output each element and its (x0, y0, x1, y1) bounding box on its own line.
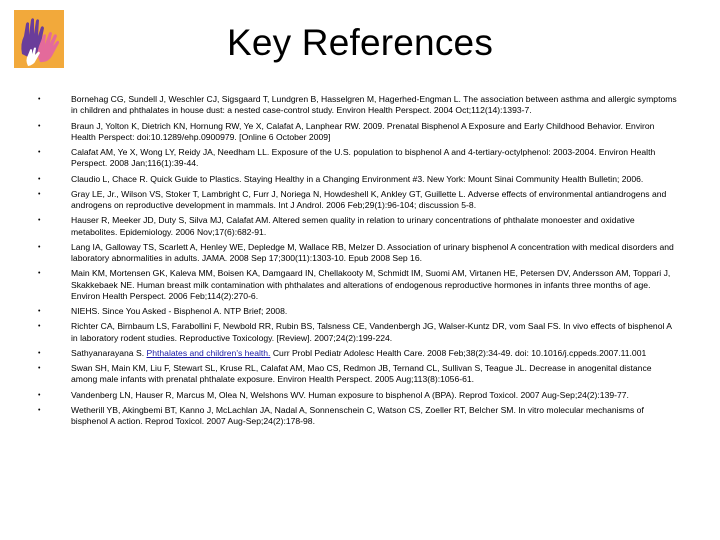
bullet: • (38, 149, 41, 156)
bullet: • (38, 243, 41, 251)
reference-text-post: Curr Probl Pediatr Adolesc Health Care. 2008 Feb;38(2):34-49. doi: 10.1016/j.cppeds.2007.11.001 (270, 347, 647, 358)
bullet: • (38, 122, 41, 130)
list-item (38, 390, 678, 401)
list-item (38, 94, 678, 116)
reference-text: Claudio L, Chace R. Quick Guide to Plastics. Staying Healthy in a Changing Environment #3. New York: Mount Sinai Community Health Bulletin; 2006. (71, 173, 644, 184)
list-item (38, 306, 678, 317)
list-item (38, 147, 678, 169)
list-item (38, 242, 678, 264)
reference-text: Vandenberg LN, Hauser R, Marcus M, Olea N, Welshons WV. Human exposure to bisphenol A (BPA). Reprod Toxicol. 2007 Aug-Sep;24(2):139-77. (71, 389, 629, 400)
bullet: • (38, 96, 41, 103)
reference-text: Hauser R, Meeker JD, Duty S, Silva MJ, Calafat AM. Altered semen quality in relation to urinary concentrations of phthalate monoester and oxidative metabolites. Epidemiology. 2006 Nov;17(6):682-91. (71, 215, 635, 237)
reference-text: Richter CA, Birnbaum LS, Farabollini F, Newbold RR, Rubin BS, Talsness CE, Vandenbergh JG, Walser-Kuntz DR, vom Saal FS. In vivo effects of bisphenol A in laboratory rodent studies. Reproductive Toxicology. [Review]. 2007;24(2):199-224. (71, 321, 672, 343)
list-item (38, 121, 678, 143)
list-item (38, 405, 678, 427)
bullet: • (38, 270, 41, 278)
reference-text: Lang IA, Galloway TS, Scarlett A, Henley WE, Depledge M, Wallace RB, Melzer D. Association of urinary bisphenol A concentration with medical disorders and laboratory abnormalities in adults. JAMA. 2008 Sep 17;300(11):1303-10. Epub 2008 Sep 16. (71, 241, 674, 263)
reference-text: Calafat AM, Ye X, Wong LY, Reidy JA, Needham LL. Exposure of the U.S. population to bisphenol A and 4-tertiary-octylphenol: 2003-2004. Environ Health Perspect. 2008 Jan;116(1):39-44. (71, 147, 656, 169)
reference-text: Bornehag CG, Sundell J, Weschler CJ, Sigsgaard T, Lundgren B, Hasselgren M, Hagerhed-Engman L. The association between asthma and allergic symptoms in children and phthalates in house dust: a nested case-control study. Environ Health Perspect. 2004 Oct;112(14):1393-7. (71, 94, 677, 116)
bullet: • (38, 308, 41, 315)
list-item (38, 174, 678, 185)
bullet: • (38, 349, 41, 357)
reference-text: Braun J, Yolton K, Dietrich KN, Hornung RW, Ye X, Calafat A, Lanphear RW. 2009. Prenatal Bisphenol A Exposure and Early Childhood Behavior. Environ Health Perspect: doi:10.1289/ehp.0900979. [Online 6 October 2009] (71, 120, 655, 142)
reference-text: Gray LE, Jr., Wilson VS, Stoker T, Lambright C, Furr J, Noriega N, Howdeshell K, Ankley GT, Guillette L. Adverse effects of environmental antiandrogens and androgens on reproductive development in mammals. Int J Androl. 2006 Feb;29(1):96-104; discussion 5-8. (71, 188, 667, 210)
list-item (38, 348, 678, 359)
bullet: • (38, 391, 41, 399)
bullet: • (38, 175, 41, 183)
list-item (38, 363, 678, 385)
reference-text: NIEHS. Since You Asked - Bisphenol A. NTP Brief; 2008. (71, 306, 288, 316)
phthalates-article-link[interactable]: Phthalates and children's health. (146, 347, 271, 358)
list-item (38, 189, 678, 211)
bullet: • (38, 365, 41, 373)
bullet: • (38, 190, 41, 198)
bullet: • (38, 323, 41, 331)
reference-text-pre: Sathyanarayana S. (71, 347, 147, 358)
list-item (38, 321, 678, 343)
bullet: • (38, 217, 41, 225)
list-item (38, 215, 678, 237)
bullet: • (38, 406, 41, 414)
reference-list (38, 94, 678, 431)
list-item (38, 268, 678, 302)
reference-text: Swan SH, Main KM, Liu F, Stewart SL, Kruse RL, Calafat AM, Mao CS, Redmon JB, Ternand CL, Sullivan S, Teague JL. Decrease in anogenital distance among male infants with prenatal phthalate exposure. Environ Health Perspect. 2005 Aug;113(8):1056-61. (71, 363, 652, 385)
page-title: Key References (226, 22, 494, 63)
reference-text: Wetherill YB, Akingbemi BT, Kanno J, McLachlan JA, Nadal A, Sonnenschein C, Watson CS, Zoeller RT, Belcher SM. In vitro molecular mechanisms of bisphenol A action. Reprod Toxicol. 2007 Aug-Sep;24(2):178-98. (71, 404, 644, 427)
reference-text: Main KM, Mortensen GK, Kaleva MM, Boisen KA, Damgaard IN, Chellakooty M, Schmidt IM, Suomi AM, Virtanen HE, Petersen DV, Andersson AM, Toppari J, Skakkebaek NE. Human breast milk contamination with phthalates and alterations of endogenous reproductive hormones in infants three months of age. Environ Health Perspect. 2006 Feb;114(2):270-6. (71, 268, 671, 301)
